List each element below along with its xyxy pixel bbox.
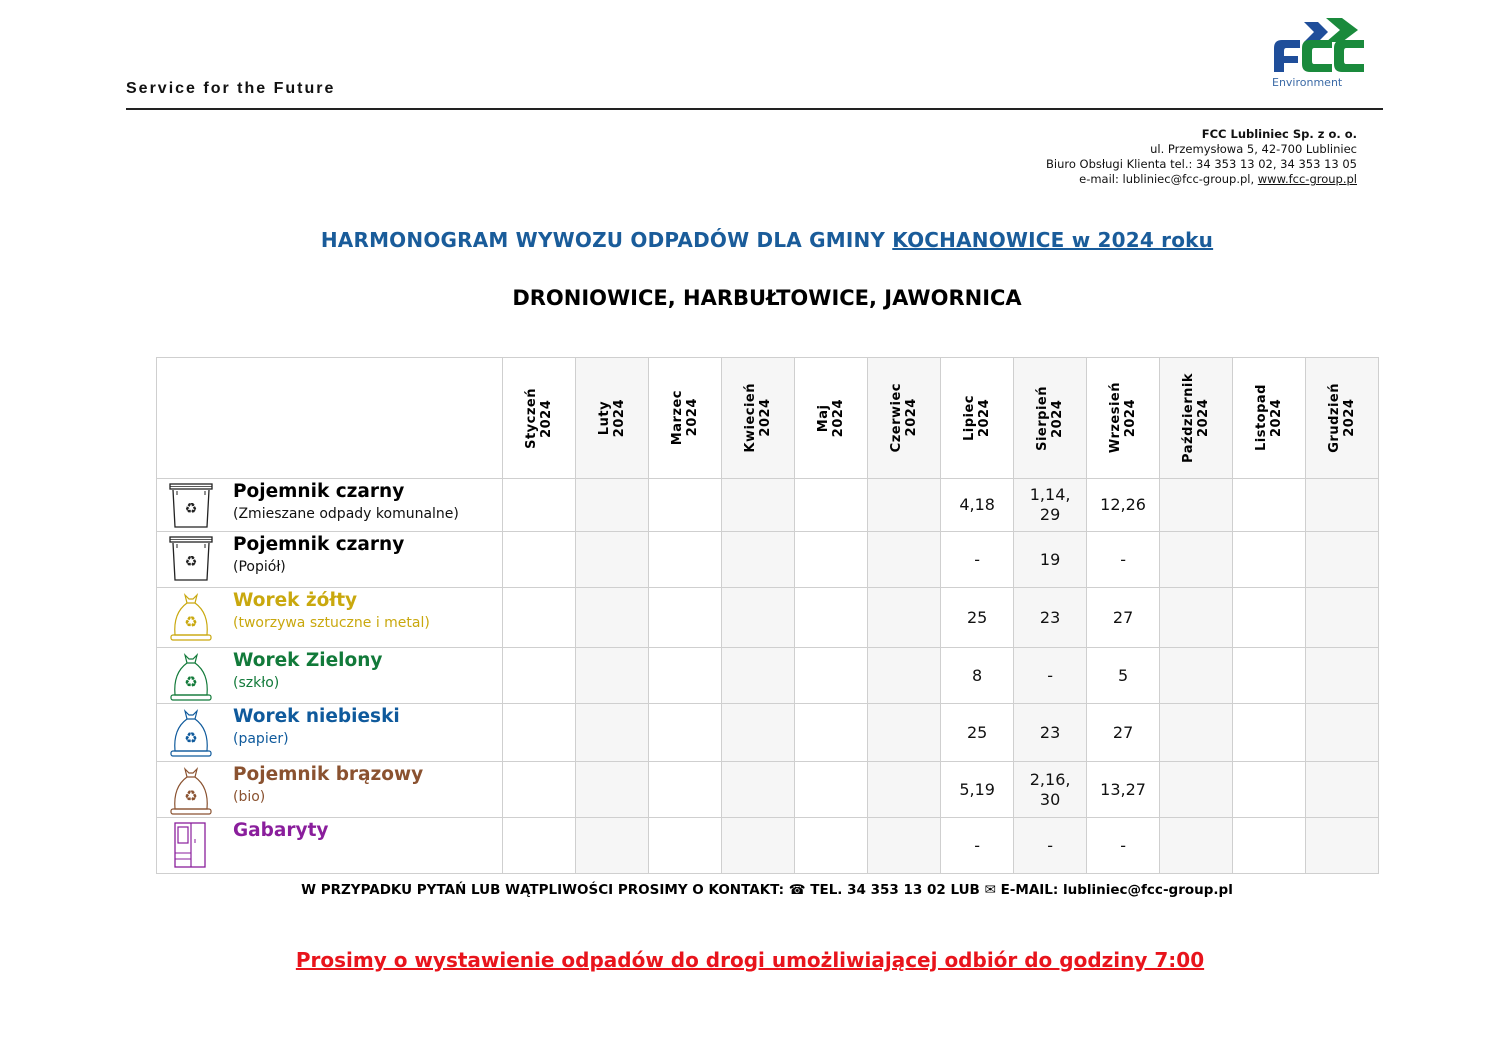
date-cell-marzec: [649, 704, 722, 762]
month-label: [597, 399, 627, 437]
date-cell-kwiecień: [722, 479, 795, 532]
date-cell-luty: [576, 818, 649, 874]
contact-footer: [0, 882, 1497, 898]
date-cell-czerwiec: [868, 479, 941, 532]
month-label: [1254, 384, 1284, 451]
month-header-8: [1087, 358, 1160, 479]
month-year: 2024: [539, 398, 555, 438]
date-cell-październik: [1160, 762, 1233, 818]
waste-type-subtitle: (bio): [233, 789, 266, 805]
date-cell-marzec: [649, 762, 722, 818]
date-cell-marzec: [649, 588, 722, 648]
date-cell-czerwiec: [868, 762, 941, 818]
date-cell-listopad: [1233, 532, 1306, 588]
waste-type-label: [157, 648, 502, 703]
logo-caption: Environment: [1272, 76, 1343, 89]
date-cell-czerwiec: [868, 532, 941, 588]
pickup-time-note: Prosimy o wystawienie odpadów do drogi umożliwiającej odbiór do godziny 7:00: [295, 948, 1205, 972]
waste-type-label: [157, 818, 502, 873]
date-cell-kwiecień: [722, 648, 795, 704]
date-cell-październik: [1160, 588, 1233, 648]
month-header-row: [157, 358, 1379, 479]
month-label: [743, 383, 773, 453]
waste-type-cell: [157, 704, 503, 762]
date-cell-grudzień: [1306, 532, 1379, 588]
waste-type-subtitle: (Zmieszane odpady komunalne): [233, 506, 459, 522]
month-header-6: [941, 358, 1014, 479]
month-label: [1181, 373, 1211, 463]
contact-prefix: W PRZYPADKU PYTAŃ LUB WĄTPLIWOŚCI PROSIMY O KONTAKT:: [301, 882, 789, 898]
date-cell-czerwiec: [868, 704, 941, 762]
date-cell-luty: [576, 532, 649, 588]
date-cell-maj: [795, 762, 868, 818]
date-cell-grudzień: [1306, 818, 1379, 874]
month-name: Marzec: [670, 390, 686, 446]
table-row: [157, 704, 1379, 762]
month-header-4: [795, 358, 868, 479]
month-year: 2024: [1123, 398, 1139, 438]
date-cell-kwiecień: [722, 704, 795, 762]
waste-type-cell: [157, 588, 503, 648]
month-label: [889, 383, 919, 452]
month-label: [670, 390, 700, 445]
schedule-table: [156, 357, 1379, 874]
month-name: Lipiec: [962, 394, 978, 442]
waste-type-subtitle: (papier): [233, 731, 289, 747]
furniture-cabinet-icon: [167, 821, 215, 869]
waste-type-cell: [157, 479, 503, 532]
waste-type-label: [157, 532, 502, 587]
date-cell-październik: [1160, 818, 1233, 874]
month-label: [524, 388, 554, 449]
tagline: Service for the Future: [126, 80, 336, 97]
svg-text:♻: ♻: [184, 613, 198, 631]
date-cell-lipiec: 25: [941, 588, 1014, 648]
waste-type-subtitle: (Popiół): [233, 559, 286, 575]
date-cell-wrzesień: 27: [1087, 588, 1160, 648]
date-cell-sierpień: 19: [1014, 532, 1087, 588]
date-cell-wrzesień: -: [1087, 532, 1160, 588]
month-label: [1327, 383, 1357, 453]
date-cell-sierpień: 23: [1014, 704, 1087, 762]
date-cell-listopad: [1233, 588, 1306, 648]
date-cell-maj: [795, 818, 868, 874]
header-blank-cell: [157, 358, 503, 479]
date-cell-marzec: [649, 532, 722, 588]
month-label: [1035, 386, 1065, 451]
month-year: 2024: [1269, 398, 1285, 438]
month-header-5: [868, 358, 941, 479]
month-year: 2024: [904, 398, 920, 438]
date-cell-kwiecień: [722, 532, 795, 588]
company-contact: [1046, 172, 1357, 187]
date-cell-lipiec: -: [941, 818, 1014, 874]
month-name: Styczeń: [524, 387, 540, 449]
waste-type-title: Worek niebieski: [233, 706, 400, 727]
month-header-10: [1233, 358, 1306, 479]
date-cell-kwiecień: [722, 588, 795, 648]
date-cell-lipiec: 25: [941, 704, 1014, 762]
month-name: Kwiecień: [743, 383, 759, 453]
date-cell-czerwiec: [868, 588, 941, 648]
date-cell-kwiecień: [722, 818, 795, 874]
table-row: [157, 588, 1379, 648]
date-cell-wrzesień: 5: [1087, 648, 1160, 704]
month-header-0: [503, 358, 576, 479]
month-name: Październik: [1181, 373, 1197, 463]
header-divider: [126, 108, 1383, 110]
date-cell-styczeń: [503, 704, 576, 762]
date-cell-październik: [1160, 704, 1233, 762]
phone-icon: ☎: [788, 882, 806, 898]
date-cell-sierpień: 2,16, 30: [1014, 762, 1087, 818]
waste-type-cell: [157, 648, 503, 704]
schedule-body: [157, 479, 1379, 874]
date-cell-luty: [576, 704, 649, 762]
month-year: 2024: [831, 398, 847, 438]
month-header-2: [649, 358, 722, 479]
date-cell-sierpień: 1,14, 29: [1014, 479, 1087, 532]
date-cell-sierpień: 23: [1014, 588, 1087, 648]
month-header-9: [1160, 358, 1233, 479]
waste-type-label: [157, 588, 502, 647]
date-cell-grudzień: [1306, 762, 1379, 818]
date-cell-maj: [795, 479, 868, 532]
date-cell-styczeń: [503, 588, 576, 648]
month-year: 2024: [1050, 398, 1066, 438]
month-label: [962, 395, 992, 441]
month-header-11: [1306, 358, 1379, 479]
month-year: 2024: [977, 398, 993, 438]
waste-type-label: [157, 762, 502, 817]
date-cell-luty: [576, 762, 649, 818]
table-row: [157, 818, 1379, 874]
page-title: [0, 228, 1497, 252]
waste-type-cell: [157, 818, 503, 874]
waste-type-title: Worek żółty: [233, 590, 358, 611]
date-cell-lipiec: 4,18: [941, 479, 1014, 532]
month-name: Luty: [597, 400, 613, 436]
date-cell-sierpień: -: [1014, 648, 1087, 704]
contact-email: E-MAIL: lubliniec@fcc-group.pl: [995, 882, 1233, 898]
month-label: [816, 399, 846, 437]
date-cell-październik: [1160, 648, 1233, 704]
month-year: 2024: [1196, 398, 1212, 438]
table-row: [157, 532, 1379, 588]
month-header-3: [722, 358, 795, 479]
company-name: FCC Lubliniec Sp. z o. o.: [1201, 127, 1357, 141]
contact-phone: TEL. 34 353 13 02 LUB: [805, 882, 985, 898]
waste-type-title: Pojemnik czarny: [233, 481, 405, 502]
waste-type-cell: [157, 762, 503, 818]
company-website-link[interactable]: www.fcc-group.pl: [1257, 172, 1357, 186]
month-year: 2024: [1342, 398, 1357, 438]
waste-type-subtitle: (szkło): [233, 675, 280, 691]
date-cell-grudzień: [1306, 479, 1379, 532]
date-cell-luty: [576, 648, 649, 704]
date-cell-wrzesień: 12,26: [1087, 479, 1160, 532]
company-phone: Biuro Obsługi Klienta tel.: 34 353 13 02, 34 353 13 05: [1045, 157, 1357, 171]
month-year: 2024: [612, 398, 628, 438]
date-cell-wrzesień: 27: [1087, 704, 1160, 762]
month-year: 2024: [758, 398, 774, 438]
waste-type-title: Gabaryty: [233, 820, 329, 841]
table-row: [157, 479, 1379, 532]
svg-text:♻: ♻: [184, 673, 198, 691]
date-cell-styczeń: [503, 479, 576, 532]
date-cell-luty: [576, 588, 649, 648]
date-cell-grudzień: [1306, 704, 1379, 762]
month-name: Sierpień: [1035, 385, 1051, 451]
yellow-bag-icon: [167, 591, 215, 639]
date-cell-luty: [576, 479, 649, 532]
waste-type-title: Worek Zielony: [233, 650, 383, 671]
date-cell-styczeń: [503, 532, 576, 588]
table-row: [157, 648, 1379, 704]
date-cell-grudzień: [1306, 648, 1379, 704]
svg-text:♻: ♻: [184, 787, 198, 805]
green-bag-icon: [167, 651, 215, 699]
svg-text:♻: ♻: [184, 501, 198, 517]
date-cell-lipiec: 5,19: [941, 762, 1014, 818]
date-cell-wrzesień: -: [1087, 818, 1160, 874]
waste-type-label: [157, 479, 502, 531]
page-subtitle: DRONIOWICE, HARBUŁTOWICE, JAWORNICA: [512, 286, 1022, 310]
month-header-7: [1014, 358, 1087, 479]
date-cell-wrzesień: 13,27: [1087, 762, 1160, 818]
waste-type-title: Pojemnik brązowy: [233, 764, 424, 785]
date-cell-październik: [1160, 532, 1233, 588]
date-cell-sierpień: -: [1014, 818, 1087, 874]
date-cell-maj: [795, 648, 868, 704]
month-label: [1108, 382, 1138, 453]
date-cell-listopad: [1233, 648, 1306, 704]
date-cell-marzec: [649, 479, 722, 532]
date-cell-listopad: [1233, 479, 1306, 532]
date-cell-listopad: [1233, 704, 1306, 762]
month-year: 2024: [685, 398, 701, 438]
waste-type-title: Pojemnik czarny: [233, 534, 405, 555]
month-name: Czerwiec: [889, 383, 905, 453]
date-cell-maj: [795, 532, 868, 588]
date-cell-styczeń: [503, 648, 576, 704]
date-cell-styczeń: [503, 762, 576, 818]
date-cell-marzec: [649, 818, 722, 874]
date-cell-lipiec: 8: [941, 648, 1014, 704]
date-cell-czerwiec: [868, 818, 941, 874]
date-cell-kwiecień: [722, 762, 795, 818]
date-cell-maj: [795, 588, 868, 648]
month-name: Wrzesień: [1108, 382, 1124, 454]
date-cell-lipiec: -: [941, 532, 1014, 588]
blue-bag-icon: [167, 707, 215, 755]
company-address: ul. Przemysłowa 5, 42-700 Lubliniec: [1150, 142, 1357, 156]
svg-text:♻: ♻: [184, 729, 198, 747]
title-prefix: HARMONOGRAM WYWOZU ODPADÓW DLA GMINY: [320, 228, 893, 252]
waste-type-cell: [157, 532, 503, 588]
mail-icon: ✉: [984, 882, 996, 898]
waste-type-label: [157, 704, 502, 761]
date-cell-listopad: [1233, 762, 1306, 818]
black-bin-icon: [167, 535, 215, 583]
date-cell-czerwiec: [868, 648, 941, 704]
brown-bag-icon: [167, 765, 215, 813]
month-name: Listopad: [1254, 384, 1270, 452]
date-cell-listopad: [1233, 818, 1306, 874]
waste-type-subtitle: (tworzywa sztuczne i metal): [233, 615, 430, 631]
date-cell-październik: [1160, 479, 1233, 532]
date-cell-styczeń: [503, 818, 576, 874]
date-cell-marzec: [649, 648, 722, 704]
company-email: e-mail: lubliniec@fcc-group.pl,: [1079, 172, 1258, 186]
date-cell-grudzień: [1306, 588, 1379, 648]
company-info: [1046, 127, 1357, 187]
table-row: [157, 762, 1379, 818]
date-cell-maj: [795, 704, 868, 762]
black-bin-icon: [167, 482, 215, 530]
svg-text:♻: ♻: [184, 554, 198, 570]
month-name: Grudzień: [1327, 383, 1342, 453]
month-name: Maj: [816, 404, 832, 432]
title-municipality: KOCHANOWICE w 2024 roku: [892, 228, 1214, 252]
month-header-1: [576, 358, 649, 479]
